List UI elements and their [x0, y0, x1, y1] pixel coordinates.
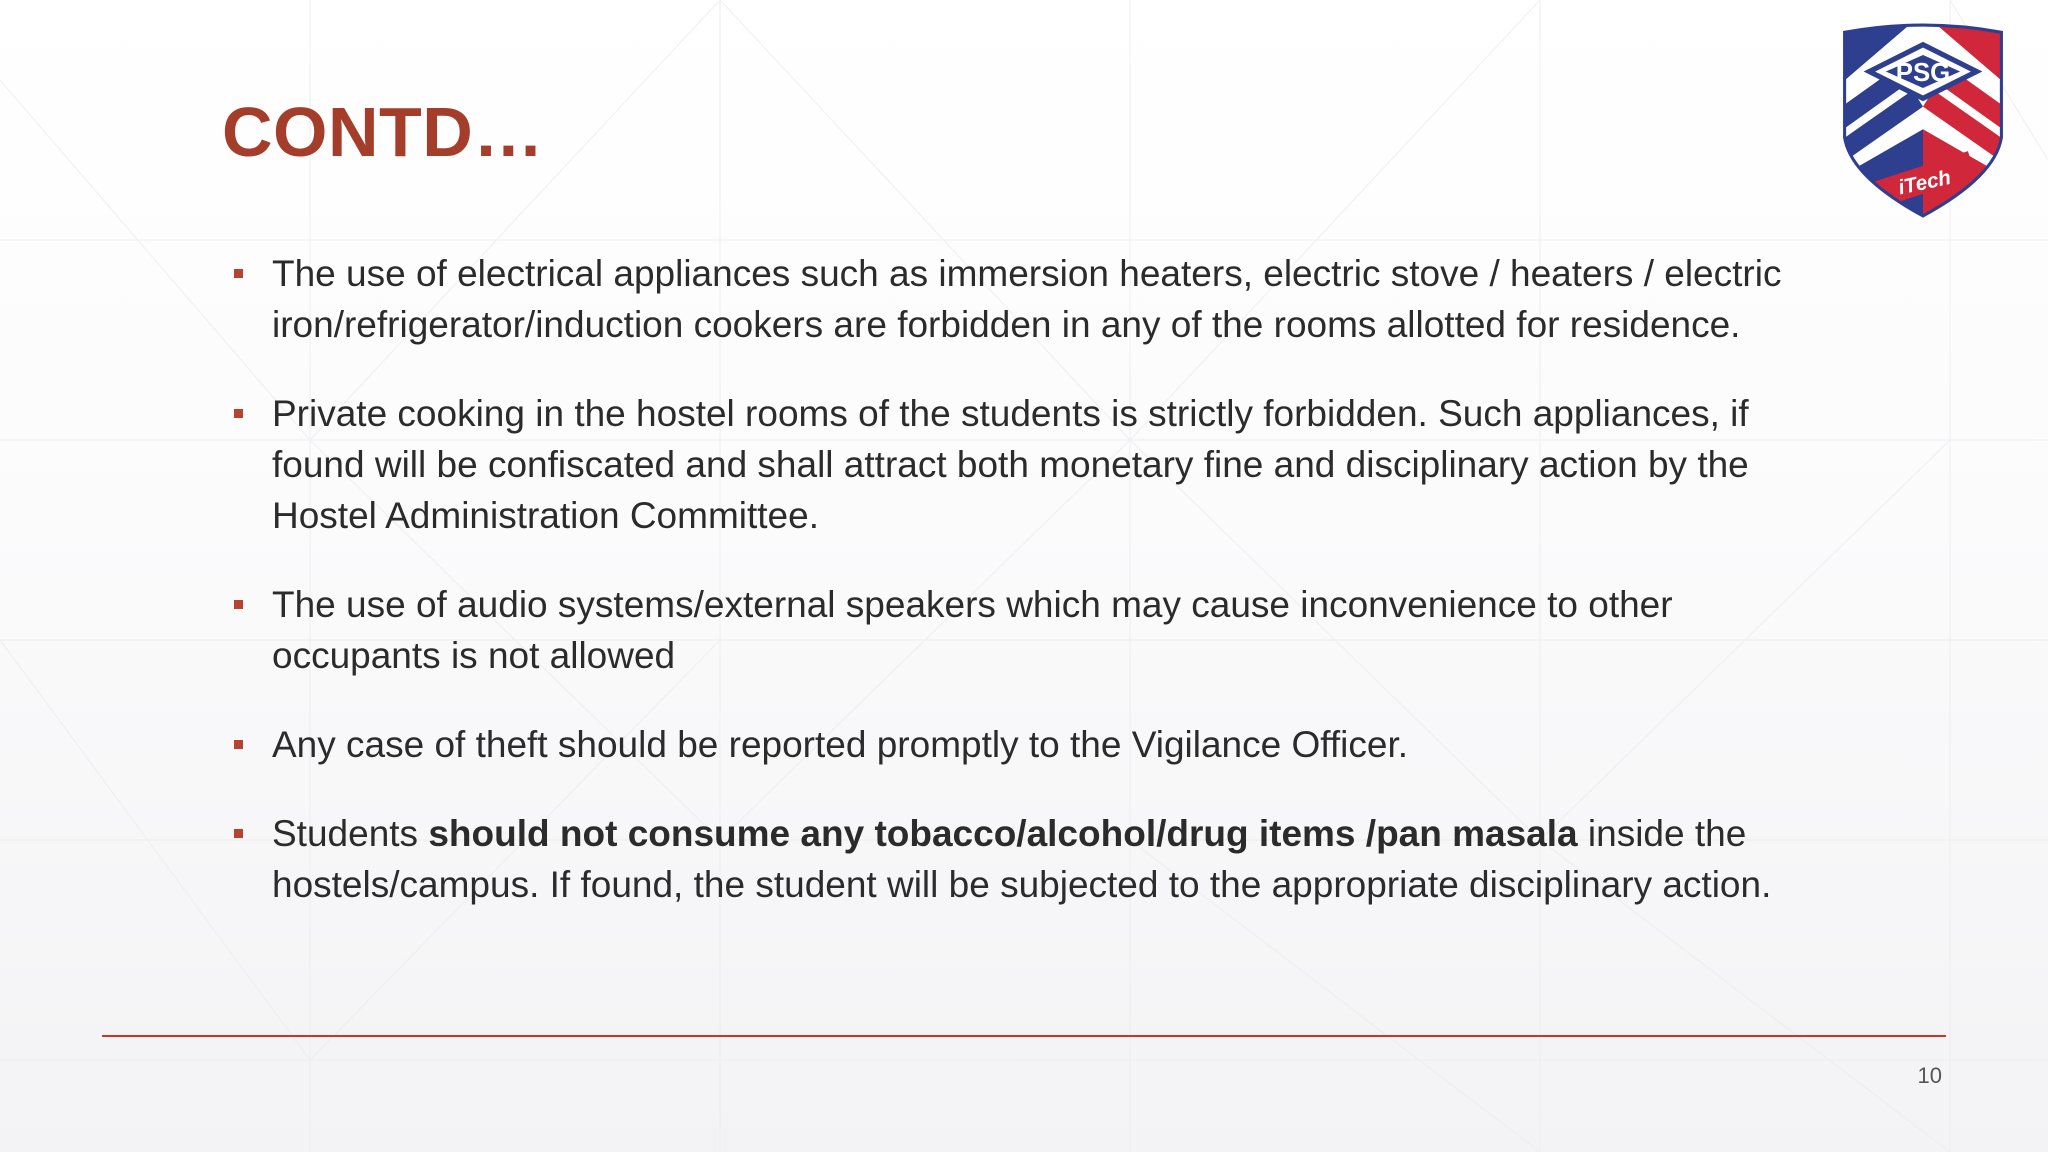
bullet-text — [272, 393, 1749, 536]
bullet-item — [232, 808, 1822, 910]
bullet-item — [232, 248, 1822, 350]
bullet-marker-icon — [234, 740, 243, 749]
bullet-list — [232, 248, 1822, 948]
bullet-text-segment: inside the hostels/campus. If found, the student will be subjected to the appropriate disciplinary action. — [272, 813, 1772, 905]
bullet-text-segment: The use of audio systems/external speakers which may cause inconvenience to other occupants is not allowed — [272, 584, 1673, 676]
psg-itech-logo — [1840, 22, 2006, 218]
bullet-marker-icon — [234, 829, 243, 838]
footer-divider — [102, 1035, 1946, 1037]
bullet-item — [232, 579, 1822, 681]
bullet-text-bold: should not consume any tobacco/alcohol/drug items /pan masala — [428, 813, 1578, 854]
bullet-text-segment: Any case of theft should be reported promptly to the Vigilance Officer. — [272, 724, 1409, 765]
logo-text-psg: PSG — [1895, 58, 1951, 87]
bullet-marker-icon — [234, 269, 243, 278]
bullet-item — [232, 388, 1822, 541]
bullet-text-segment: The use of electrical appliances such as immersion heaters, electric stove / heaters / electric iron/refrigerator/induction cookers are forbidden in any of the rooms allotted for residence. — [272, 253, 1782, 345]
bullet-item — [232, 719, 1822, 770]
bullet-text — [272, 584, 1673, 676]
slide-title: CONTD… — [222, 93, 544, 171]
logo-text-itech: iTech — [1896, 165, 1953, 200]
bullet-marker-icon — [234, 600, 243, 609]
bullet-marker-icon — [234, 409, 243, 418]
bullet-text-segment: Private cooking in the hostel rooms of the students is strictly forbidden. Such appliances, if found will be confiscated and shall attract both monetary fine and disciplinary action by the Hostel Administration Committee. — [272, 393, 1749, 536]
bullet-text — [272, 813, 1771, 905]
bullet-text-segment: Students — [272, 813, 429, 854]
bullet-text — [272, 724, 1408, 765]
bullet-text — [272, 253, 1781, 345]
page-number: 10 — [1917, 1063, 1942, 1088]
